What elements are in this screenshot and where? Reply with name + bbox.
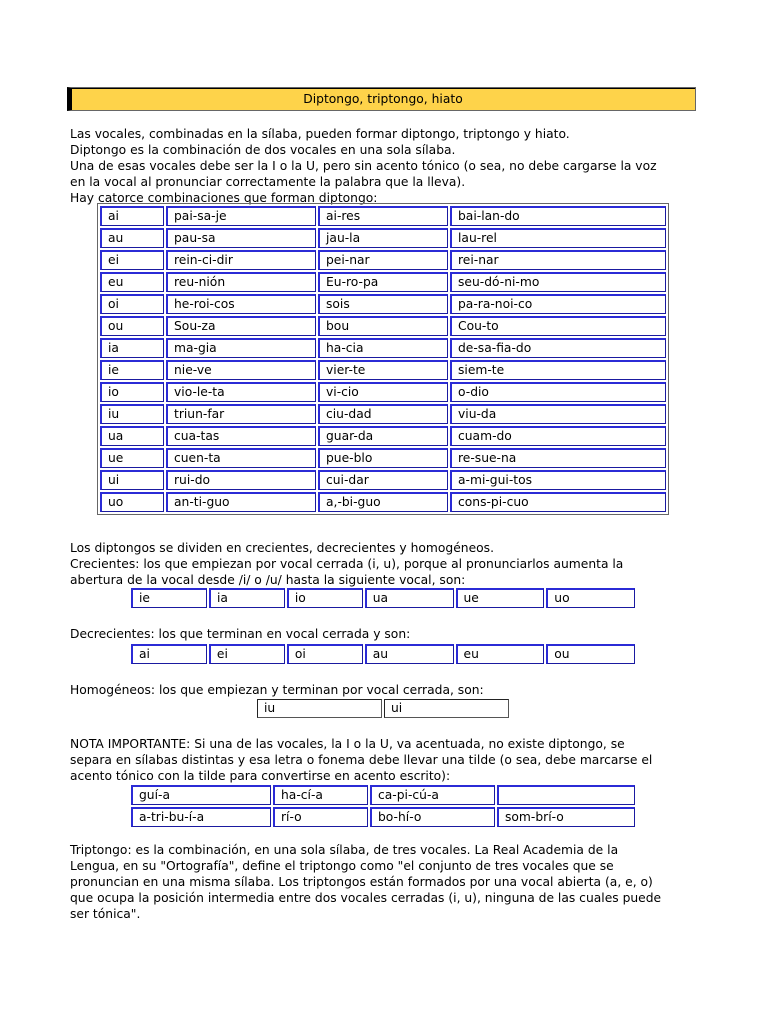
table-cell: ue [100,448,164,468]
text-line: Diptongo es la combinación de dos vocales en una sola sílaba. [70,143,456,157]
table-cell: uo [100,492,164,512]
table-cell: oi [287,644,363,664]
table-cell: ai [131,644,207,664]
division-paragraph [70,540,710,588]
table-row [100,382,666,402]
nota-paragraph [70,736,710,784]
table-cell: cons-pi-cuo [450,492,666,512]
table-cell: ca-pi-cú-a [370,785,495,805]
table-cell: ou [100,316,164,336]
table-cell: cuam-do [450,426,666,446]
table-cell: ua [365,588,454,608]
table-cell: ou [546,644,635,664]
table-cell: ha-cí-a [273,785,368,805]
table-cell: ei [209,644,285,664]
table-row [100,426,666,446]
table-cell: Cou-to [450,316,666,336]
table-cell: bo-hí-o [370,807,495,827]
decrecientes-table [129,642,637,666]
table-cell: iu [100,404,164,424]
table-row [100,250,666,270]
table-row [100,294,666,314]
table-cell: uo [546,588,635,608]
table-cell: pue-blo [318,448,448,468]
table-cell: seu-dó-ni-mo [450,272,666,292]
text-line: acento tónico con la tilde para convertirse en acento escrito): [70,769,451,783]
text-line: en la vocal al pronunciar correctamente la palabra que la lleva). [70,175,466,189]
table-cell: Sou-za [166,316,316,336]
table-cell: cui-dar [318,470,448,490]
table-cell: ei [100,250,164,270]
table-row [100,492,666,512]
table-cell: ie [100,360,164,380]
table-cell: ha-cia [318,338,448,358]
table-row [100,404,666,424]
table-row [100,316,666,336]
text-line: Hay catorce combinaciones que forman diptongo: [70,191,378,205]
table-row [100,272,666,292]
table-cell: an-ti-guo [166,492,316,512]
page-title: Diptongo, triptongo, hiato [67,87,696,111]
table-cell: Eu-ro-pa [318,272,448,292]
table-cell: pai-sa-je [166,206,316,226]
table-row [131,785,635,805]
table-cell: ciu-dad [318,404,448,424]
table-cell: ai-res [318,206,448,226]
table-row [131,807,635,827]
table-row [100,206,666,226]
table-cell: vio-le-ta [166,382,316,402]
table-cell: eu [100,272,164,292]
table-cell: cuen-ta [166,448,316,468]
table-cell: guí-a [131,785,271,805]
text-line: Lengua, en su "Ortografía", define el triptongo como "el conjunto de tres vocales que se [70,859,614,873]
table-cell: a,-bi-guo [318,492,448,512]
table-cell: pa-ra-noi-co [450,294,666,314]
table-row [100,448,666,468]
table-cell: rí-o [273,807,368,827]
table-cell: vi-cio [318,382,448,402]
table-cell: rei-nar [450,250,666,270]
table-cell [497,785,635,805]
text-line: Triptongo: es la combinación, en una sola sílaba, de tres vocales. La Real Academia de la [70,843,619,857]
table-cell: cua-tas [166,426,316,446]
table-row [100,470,666,490]
table-cell: ma-gia [166,338,316,358]
text-line: Una de esas vocales debe ser la I o la U, pero sin acento tónico (o sea, no debe cargarse la voz [70,159,657,173]
table-cell: ai [100,206,164,226]
table-cell: ua [100,426,164,446]
table-cell: au [365,644,454,664]
table-row [100,360,666,380]
table-cell: reu-nión [166,272,316,292]
table-cell: som-brí-o [497,807,635,827]
table-cell: re-sue-na [450,448,666,468]
table-cell: io [100,382,164,402]
text-line: Crecientes: los que empiezan por vocal cerrada (i, u), porque al pronunciarlos aumenta la [70,557,624,571]
table-cell: triun-far [166,404,316,424]
table-cell: io [287,588,363,608]
table-cell: rui-do [166,470,316,490]
table-cell: bou [318,316,448,336]
table-cell: siem-te [450,360,666,380]
text-line: ser tónica". [70,907,141,921]
table-cell: he-roi-cos [166,294,316,314]
diptongos-table [97,203,669,515]
table-cell: a-mi-gui-tos [450,470,666,490]
table-cell: pau-sa [166,228,316,248]
table-row [100,228,666,248]
text-line: Las vocales, combinadas en la sílaba, pueden formar diptongo, triptongo y hiato. [70,127,570,141]
table-cell: guar-da [318,426,448,446]
homogeneos-text: Homogéneos: los que empiezan y terminan por vocal cerrada, son: [70,683,484,697]
triptongo-paragraph [70,842,710,922]
table-cell: ui [100,470,164,490]
table-cell: pei-nar [318,250,448,270]
table-cell: ia [100,338,164,358]
table-cell: iu [257,699,382,718]
text-line: pronuncian en una misma sílaba. Los triptongos están formados por una vocal abierta (a, e, o) [70,875,653,889]
table-cell: bai-lan-do [450,206,666,226]
table-cell: ue [456,588,545,608]
decrecientes-text: Decrecientes: los que terminan en vocal cerrada y son: [70,627,411,641]
hiatos-table [129,783,637,829]
table-cell: o-dio [450,382,666,402]
crecientes-table [129,586,637,610]
text-line: Los diptongos se dividen en crecientes, decrecientes y homogéneos. [70,541,494,555]
table-cell: eu [456,644,545,664]
text-line: separa en sílabas distintas y esa letra o fonema debe llevar una tilde (o sea, debe marcarse el [70,753,653,767]
table-cell: nie-ve [166,360,316,380]
table-cell: ie [131,588,207,608]
intro-paragraph [70,126,710,206]
table-cell: lau-rel [450,228,666,248]
table-cell: ui [384,699,509,718]
table-row [100,338,666,358]
table-cell: vier-te [318,360,448,380]
table-cell: jau-la [318,228,448,248]
table-cell: rein-ci-dir [166,250,316,270]
text-line: abertura de la vocal desde /i/ o /u/ hasta la siguiente vocal, son: [70,573,466,587]
table-cell: ia [209,588,285,608]
homogeneos-table [255,697,511,720]
table-cell: a-tri-bu-í-a [131,807,271,827]
table-cell: viu-da [450,404,666,424]
text-line: NOTA IMPORTANTE: Si una de las vocales, la I o la U, va acentuada, no existe diptongo, se [70,737,625,751]
table-cell: oi [100,294,164,314]
table-cell: au [100,228,164,248]
table-cell: de-sa-fia-do [450,338,666,358]
text-line: que ocupa la posición intermedia entre dos vocales cerradas (i, u), ninguna de las cuales puede [70,891,662,905]
table-cell: sois [318,294,448,314]
